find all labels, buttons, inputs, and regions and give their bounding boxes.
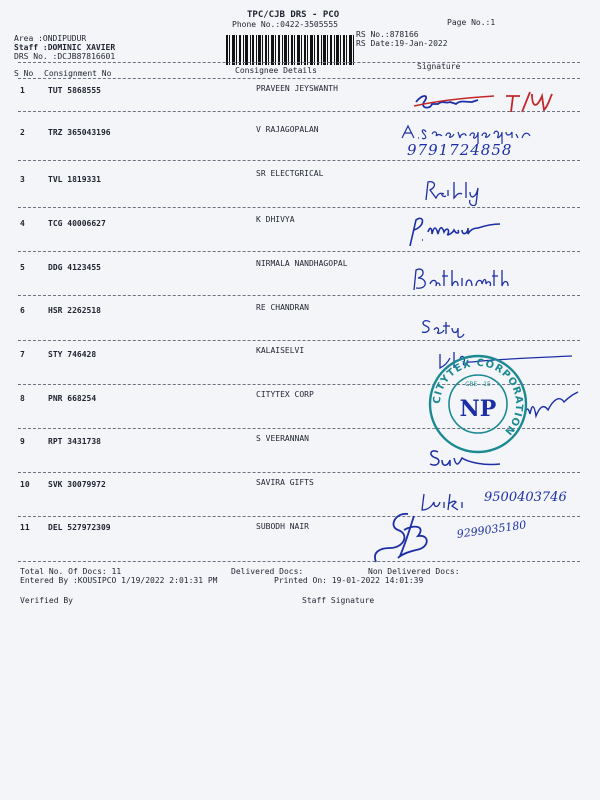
delivered-docs: Delivered Docs: (231, 567, 304, 576)
stamp-center-text: NP (459, 396, 497, 422)
divider (18, 62, 580, 63)
row-sno: 10 (20, 480, 30, 489)
column-header-sno: S No (14, 69, 34, 78)
row-sno: 11 (20, 523, 30, 532)
row-sno: 6 (20, 306, 25, 315)
row-consignee: NIRMALA NANDHAGOPAL (256, 259, 348, 268)
barcode (226, 35, 354, 65)
document-title: TPC/CJB DRS - PCO (247, 10, 340, 20)
row-consignment: DDG 4123455 (48, 263, 101, 272)
signature-11-phone: 9299035180 (456, 518, 528, 541)
divider (18, 160, 580, 161)
row-sno: 9 (20, 437, 25, 446)
company-stamp (426, 352, 530, 456)
entered-by: Entered By :KOUSIPCO 1/19/2022 2:01:31 PM (20, 576, 218, 585)
divider (18, 251, 580, 252)
column-header-consignee: Consignee Details (235, 66, 317, 75)
divider (18, 111, 580, 112)
row-consignment: HSR 2262518 (48, 306, 101, 315)
area-label: Area :ONDIPUDUR (14, 34, 87, 43)
row-consignment: TCG 40006627 (48, 219, 106, 228)
row-consignee: K DHIVYA (256, 215, 295, 224)
signature-5 (410, 264, 520, 294)
divider (18, 561, 580, 562)
row-sno: 1 (20, 86, 25, 95)
row-consignee: SAVIRA GIFTS (256, 478, 314, 487)
row-sno: 8 (20, 394, 25, 403)
stamp-outer-text: CITYTEX CORPORATION (431, 357, 525, 438)
column-header-signature: Signature (417, 62, 461, 71)
rs-number: RS No.:878166 (356, 30, 419, 39)
divider (18, 78, 580, 79)
column-header-consignment: Consignment No (44, 69, 112, 78)
phone-number: Phone No.:0422-3505555 (232, 20, 338, 29)
row-consignment: TUT 5868555 (48, 86, 101, 95)
row-sno: 4 (20, 219, 25, 228)
row-consignee: S VEERANNAN (256, 434, 309, 443)
divider (18, 207, 580, 208)
signature-6 (418, 316, 478, 340)
row-sno: 5 (20, 263, 25, 272)
rs-date: RS Date:19-Jan-2022 (356, 39, 448, 48)
row-consignment: STY 746428 (48, 350, 97, 359)
divider (18, 472, 580, 473)
divider (18, 340, 580, 341)
signature-4 (404, 212, 504, 248)
staff-label: Staff :DOMINIC XAVIER (14, 43, 116, 52)
row-consignment: TVL 1819331 (48, 175, 101, 184)
row-consignment: RPT 3431738 (48, 437, 101, 446)
verified-by: Verified By (20, 596, 73, 605)
total-docs: Total No. Of Docs: 11 (20, 567, 122, 576)
row-consignee: SUBODH NAIR (256, 522, 309, 531)
row-sno: 2 (20, 128, 25, 137)
signature-3 (420, 178, 510, 206)
signature-11 (368, 508, 448, 568)
row-consignment: DEL 527972309 (48, 523, 111, 532)
row-consignee: SR ELECTGRICAL (256, 169, 324, 178)
row-sno: 7 (20, 350, 25, 359)
signature-2-phone: 9791724858 (407, 141, 513, 159)
page-number: Page No.:1 (447, 18, 496, 27)
printed-on: Printed On: 19-01-2022 14:01:39 (274, 576, 424, 585)
row-consignee: PRAVEEN JEYSWANTH (256, 84, 338, 93)
signature-9 (424, 446, 504, 474)
row-consignment: TRZ 365043196 (48, 128, 111, 137)
signature-1 (412, 88, 562, 120)
divider (18, 516, 580, 517)
row-consignee: CITYTEX CORP (256, 390, 314, 399)
divider (18, 295, 580, 296)
row-consignee: V RAJAGOPALAN (256, 125, 319, 134)
row-consignment: SVK 30079972 (48, 480, 106, 489)
row-consignee: KALAISELVI (256, 346, 305, 355)
signature-10-phone: 9500403746 (484, 490, 567, 505)
stamp-top-text: CBE - 15 (465, 381, 491, 388)
staff-signature-label: Staff Signature (302, 596, 375, 605)
row-consignee: RE CHANDRAN (256, 303, 309, 312)
non-delivered-docs: Non Delivered Docs: (368, 567, 460, 576)
row-consignment: PNR 668254 (48, 394, 97, 403)
drs-number: DRS No. :DCJB87816601 (14, 52, 116, 61)
row-sno: 3 (20, 175, 25, 184)
